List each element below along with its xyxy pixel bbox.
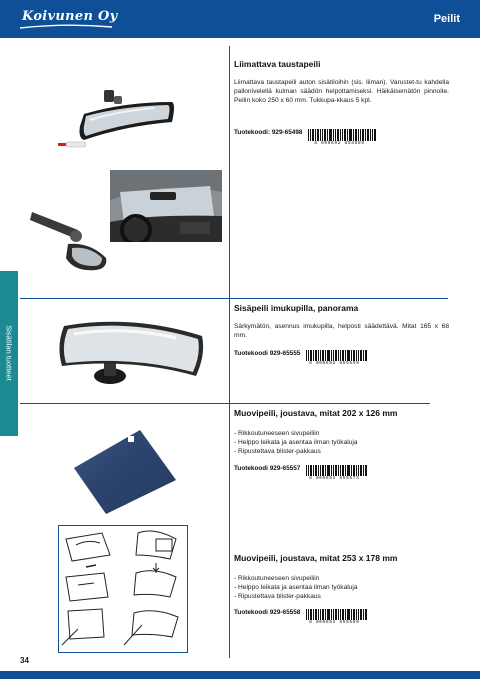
logo-swoosh-icon [18,24,114,30]
mirror-mount-photo [30,208,110,274]
page-category-title: Peilit [433,13,460,25]
flexible-mirror-sheet-image [70,428,178,516]
list-item: - Helppo leikata ja asentaa ilman työkaluja [234,584,358,591]
page-header [0,0,480,38]
barcode-icon [306,465,368,476]
company-logo: Koivunen Oy [22,9,118,24]
product-code: Tuotekoodi 929-65555 [234,350,301,357]
product-section [234,553,449,625]
panorama-mirror-image [56,318,208,390]
product-title: Liimattava taustapeili [234,59,321,69]
barcode-number: 8 000692 655573 [309,476,360,481]
barcode-icon [306,350,368,361]
installation-diagram [58,525,188,653]
list-item: - Rikkoutuneeseen sivupeiliin [234,430,320,437]
side-category-label: Sisätilan tuotteet [4,325,14,381]
product-code: Tuotekoodi: 929-65498 [234,129,303,136]
product-section [234,59,449,146]
page-footer [0,671,480,679]
product-code-row [234,129,376,146]
list-item: - Rikkoutuneeseen sivupeiliin [234,575,320,582]
barcode-icon [308,129,376,141]
product-section [234,303,449,366]
product-title: Muovipeili, joustava, mitat 253 x 178 mm [234,553,398,563]
rearview-mirror-image [54,86,182,158]
product-code: Tuotekoodi 929-65558 [234,609,301,616]
product-title: Muovipeili, joustava, mitat 202 x 126 mm [234,408,398,418]
section-divider [20,403,430,404]
barcode-icon [306,609,368,620]
barcode-number: 8 000692 654989 [314,141,365,146]
product-code-row [234,609,368,625]
car-interior-photo [110,170,222,242]
product-code-row [234,465,368,481]
product-code: Tuotekoodi 929-65557 [234,465,301,472]
list-item: - Ripustettava blister-pakkaus [234,593,321,600]
product-code-row [234,350,368,366]
list-item: - Helppo leikata ja asentaa ilman työkaluja [234,439,358,446]
section-divider [20,298,448,299]
column-divider [229,46,230,658]
product-section [234,408,449,481]
page-number: 34 [20,656,29,665]
product-description: Liimattava taustapeili auton sisätiloihin (sis. liiman). Varustet-tu kahdella pallonivelellä kulman säädön helpottamiseksi. Häikäisemätön pinnoite. Peilin koko 250 x 60 mm. Tukkupa-kkaus 5 kpl. [234,79,449,104]
list-item: - Ripustettava blister-pakkaus [234,448,321,455]
product-title: Sisäpeili imukupilla, panorama [234,303,359,313]
product-description: Särkymätön, asennus imukupilla, helposti säädettävä. Mitat 165 x 68 mm. [234,323,449,339]
barcode-number: 8 000692 655559 [309,361,360,366]
product-feature-list [234,574,449,601]
barcode-number: 8 000692 655580 [309,620,360,625]
product-feature-list [234,429,449,456]
